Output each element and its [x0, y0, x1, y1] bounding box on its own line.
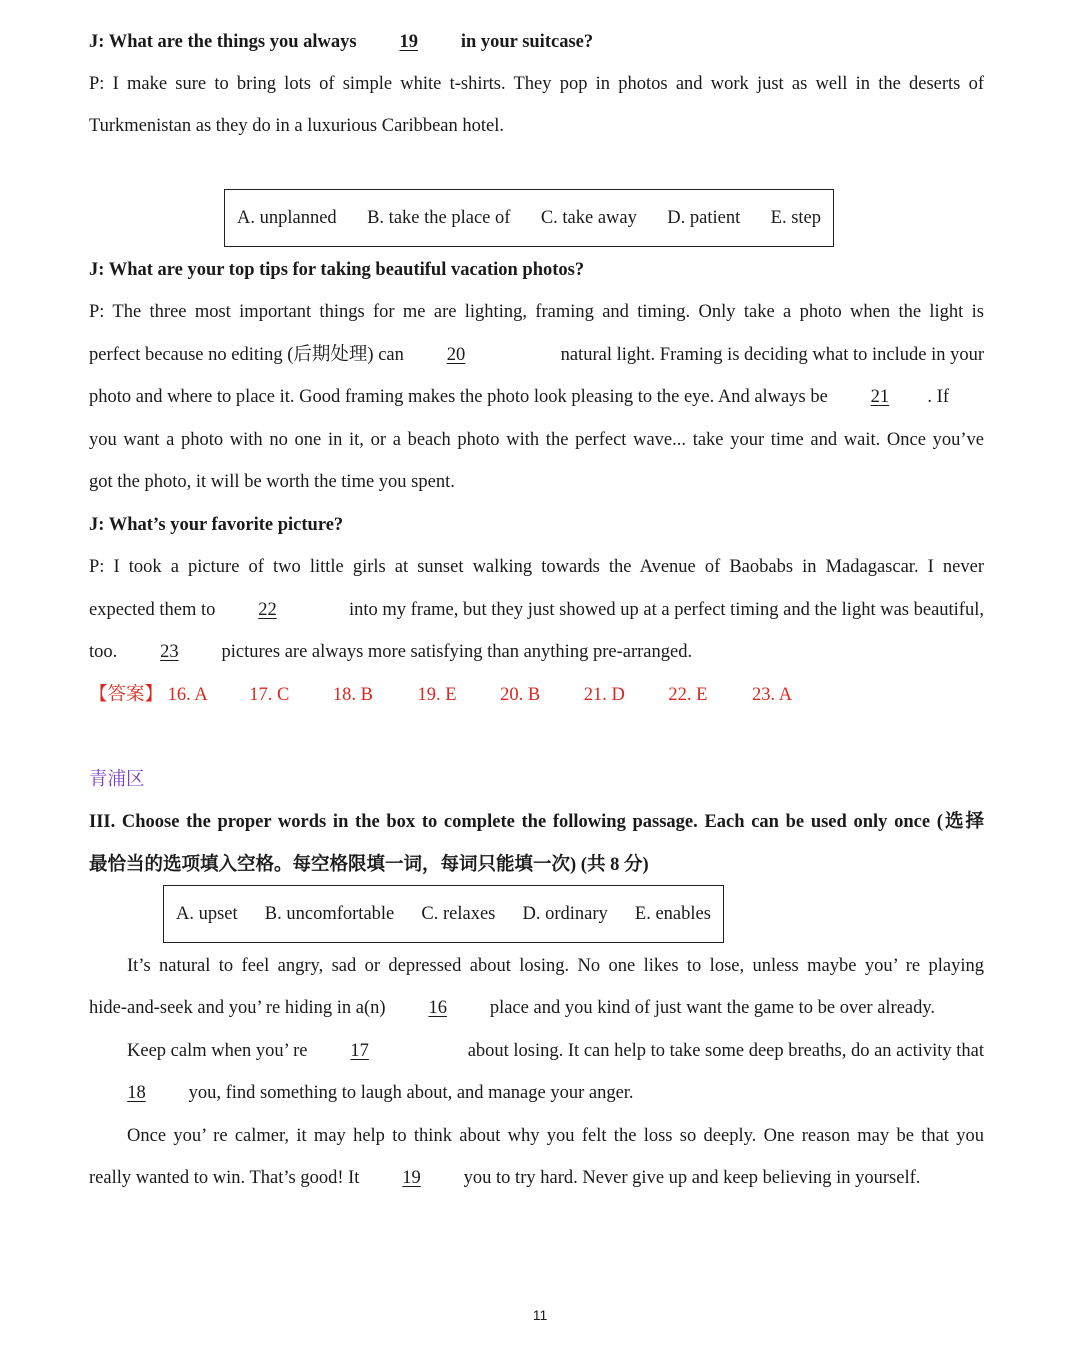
word-option: E. enables [634, 903, 711, 924]
line-text: expected them to [89, 600, 220, 620]
word-option: D. ordinary [522, 903, 608, 924]
answer-line: Turkmenistan as they do in a luxurious Caribbean hotel. [89, 116, 504, 136]
line-text: photo and where to place it. Good framing makes the photo look pleasing to the eye. And always be [89, 387, 833, 407]
answer-line [89, 385, 984, 409]
blank-20: 20 [446, 345, 466, 365]
line-text: you, find something to laugh about, and manage your anger. [184, 1083, 634, 1103]
blank-19: 19 [399, 32, 418, 52]
word-option: C. relaxes [421, 903, 496, 924]
part-title: 最恰当的选项填入空格。每空格限填一词，每词只能填一次) (共 8 分) [89, 855, 649, 875]
region-heading: 青浦区 [89, 770, 145, 790]
blank-23: 23 [160, 642, 179, 662]
passage-line: It’s natural to feel angry, sad or depressed about losing. No one likes to lose, unless maybe you’ re playing [127, 956, 984, 976]
answer-line [89, 598, 984, 622]
passage-line: Once you’ re calmer, it may help to think about why you felt the loss so deeply. One reason may be that you [127, 1126, 984, 1146]
answer-line: P: The three most important things for me are lighting, framing and timing. Only take a photo when the light is [89, 302, 984, 322]
answer-key [89, 683, 984, 707]
answer-item: 18. B [332, 685, 373, 705]
answer-line: P: I make sure to bring lots of simple white t-shirts. They pop in photos and work just as well in the deserts of [89, 74, 984, 94]
answer-label: 【答案】 [89, 685, 164, 705]
word-option: A. upset [176, 903, 238, 924]
word-option: D. patient [667, 207, 741, 228]
word-option: E. step [770, 207, 821, 228]
answer-item: 22. E [668, 685, 708, 705]
line-text: hide-and-seek and you’ re hiding in a(n) [89, 998, 391, 1018]
passage-line [89, 1039, 984, 1063]
line-text: Keep calm when you’ re [127, 1041, 313, 1061]
word-option: A. unplanned [237, 207, 337, 228]
line-text: you to try hard. Never give up and keep believing in yourself. [459, 1168, 921, 1188]
word-option: B. uncomfortable [264, 903, 395, 924]
answer-line [89, 640, 984, 664]
blank-22: 22 [258, 600, 277, 620]
answer-line [89, 343, 984, 367]
line-text: into my frame, but they just showed up at a perfect timing and the light was beautiful, [348, 600, 984, 620]
word-box-1 [224, 189, 834, 247]
line-text: too. [89, 642, 122, 662]
word-option: B. take the place of [367, 207, 511, 228]
passage-line [89, 996, 984, 1020]
passage-line [89, 1166, 984, 1190]
question-heading: J: What are your top tips for taking beautiful vacation photos? [89, 260, 585, 280]
line-text: pictures are always more satisfying than anything pre-arranged. [216, 642, 693, 662]
answer-line: got the photo, it will be worth the time you spent. [89, 472, 455, 492]
answer-item: 20. B [500, 685, 541, 705]
line-text: about losing. It can help to take some deep breaths, do an activity that [467, 1041, 984, 1061]
answer-item: 19. E [417, 685, 457, 705]
answer-item: 17. C [249, 685, 290, 705]
heading-text: J: What are the things you always [89, 32, 362, 52]
blank-17: 17 [350, 1041, 369, 1061]
blank-19b: 19 [402, 1168, 421, 1188]
blank-16: 16 [428, 998, 447, 1018]
part-title: III. Choose the proper words in the box to complete the following passage. Each can be used only once (选择 [89, 812, 984, 832]
answer-item: 16. A [167, 685, 208, 705]
answer-line: P: I took a picture of two little girls at sunset walking towards the Avenue of Baobabs in Madagascar. I never [89, 557, 984, 577]
page-number: 11 [532, 1307, 548, 1323]
word-option: C. take away [540, 207, 637, 228]
line-text: perfect because no editing (后期处理) can [89, 345, 409, 365]
answer-line: you want a photo with no one in it, or a beach photo with the perfect wave... take your time and wait. Once you’ve [89, 430, 984, 450]
blank-21: 21 [870, 387, 890, 407]
heading-text: in your suitcase? [456, 32, 594, 52]
line-text: natural light. Framing is deciding what to include in your [560, 345, 984, 365]
line-text: . If [927, 387, 949, 407]
word-box-2 [163, 885, 724, 943]
question-heading: J: What’s your favorite picture? [89, 515, 344, 535]
question-19-heading [89, 30, 984, 54]
blank-18: 18 [127, 1083, 146, 1103]
line-text: really wanted to win. That’s good! It [89, 1168, 365, 1188]
line-text: place and you kind of just want the game to be over already. [485, 998, 936, 1018]
answer-item: 23. A [752, 685, 793, 705]
answer-item: 21. D [583, 685, 625, 705]
passage-line [89, 1081, 984, 1105]
